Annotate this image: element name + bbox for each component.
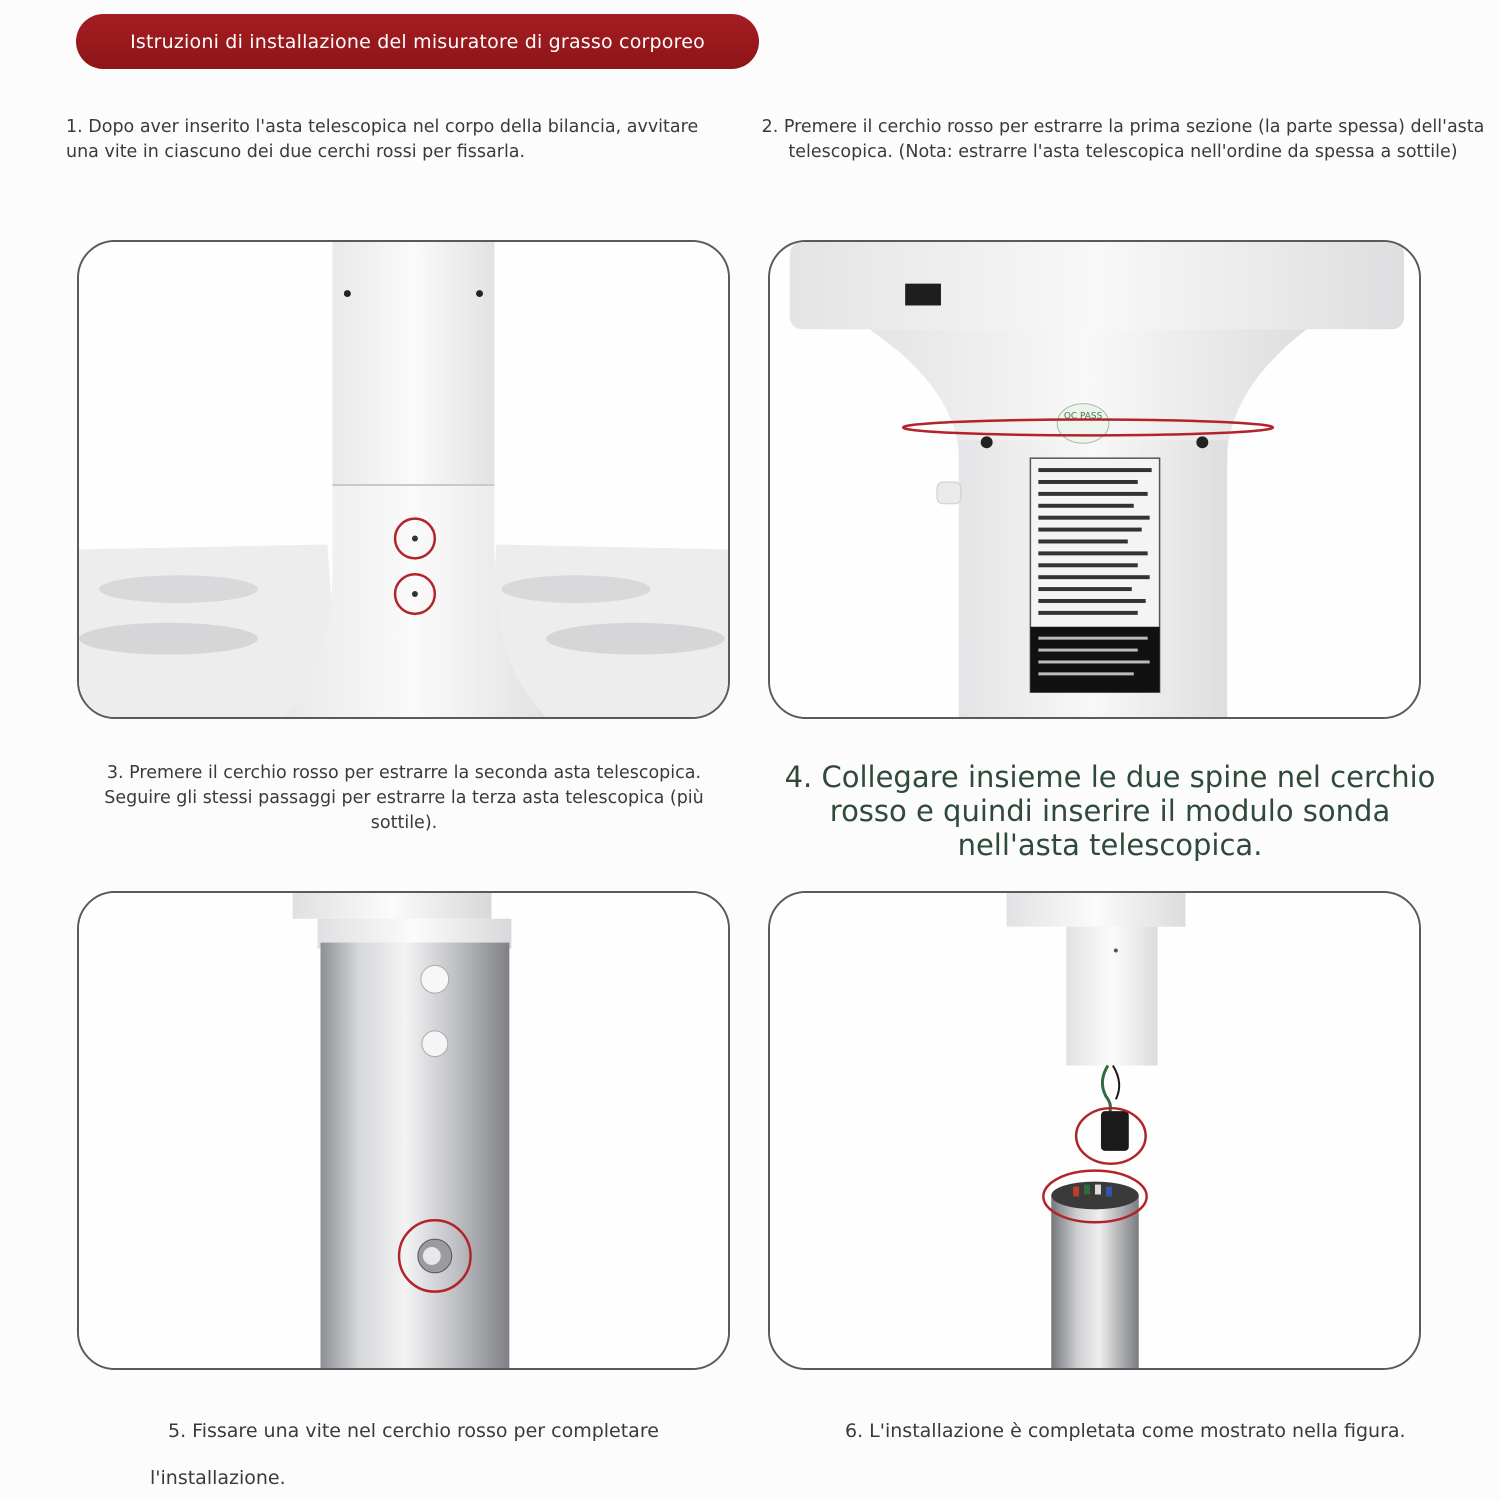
step-3-caption: 3. Premere il cerchio rosso per estrarre la seconda asta telescopica. Seguire gli stessi passaggi per estrarre la terza asta telescopica (più sottile). — [104, 763, 704, 833]
step-1-image — [77, 240, 730, 719]
step-5-caption: 5. Fissare una vite nel cerchio rosso per completare — [168, 1420, 659, 1442]
step-2-image — [768, 240, 1421, 719]
step-5-caption-continued: l'installazione. — [150, 1467, 286, 1489]
qc-pass-badge: QC PASS — [1063, 411, 1103, 422]
step-6-caption: 6. L'installazione è completata come mostrato nella figura. — [845, 1420, 1406, 1442]
step-4-image — [768, 891, 1421, 1370]
step-2-caption: 2. Premere il cerchio rosso per estrarre la prima sezione (la parte spessa) dell'asta telescopica. (Nota: estrarre l'asta telescopica nell'ordine da spessa a sottile) — [761, 117, 1485, 162]
page-title: Istruzioni di installazione del misuratore di grasso corporeo — [76, 14, 759, 69]
step-4-caption: 4. Collegare insieme le due spine nel cerchio rosso e quindi inserire il modulo sonda nell'asta telescopica. — [784, 760, 1436, 862]
step-3-image — [77, 891, 730, 1370]
step-1-caption: 1. Dopo aver inserito l'asta telescopica nel corpo della bilancia, avvitare una vite in ciascuno dei due cerchi rossi per fissarla. — [66, 117, 699, 162]
